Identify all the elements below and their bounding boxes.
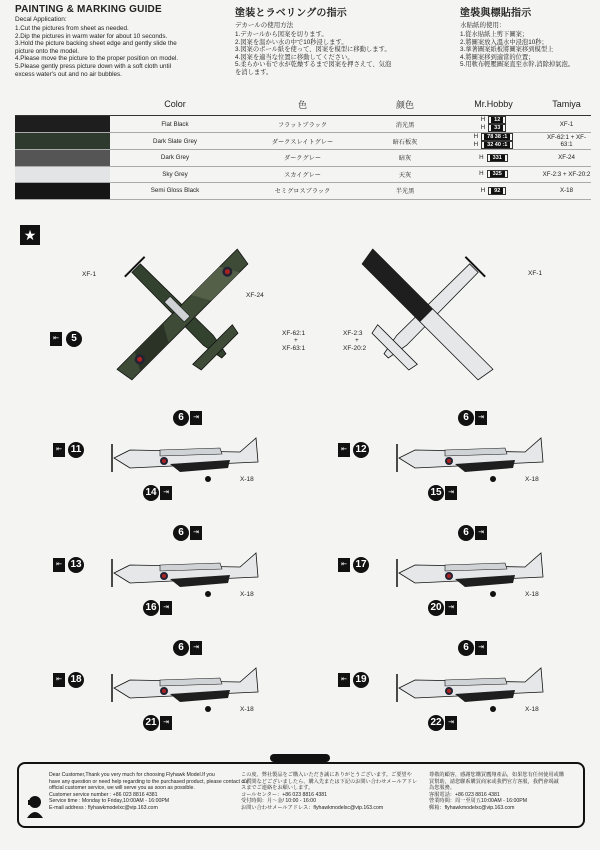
mrhobby-cell [445, 183, 542, 200]
side-view [45, 525, 275, 625]
footer-en-line: Customer service number : +86 023 8816 4381 [49, 791, 158, 798]
decal-arrow-icon: ⇤ [338, 443, 350, 457]
color-name-cn: 暗灰 [365, 150, 445, 167]
color-swatch [15, 116, 110, 133]
decal-arrow-icon: ⇥ [160, 716, 172, 730]
label-xf62: XF-62:1 [282, 330, 306, 337]
decal-arrow-icon: ⇤ [53, 558, 65, 572]
footer-cn [429, 772, 579, 812]
side-view [45, 640, 275, 740]
mrhobby-prefix: H [480, 186, 486, 194]
label-x18: X-18 [240, 476, 254, 483]
step-en-line: 2.Dip the pictures in warm water for about 10 seconds. [15, 32, 168, 40]
aircraft-side-silhouette [395, 543, 545, 603]
decal-number-nose: 17 [353, 557, 369, 573]
label-xf1-right: XF-1 [528, 270, 543, 277]
decal-arrow-icon: ⇥ [160, 486, 172, 500]
tamiya-code: XF-1 [542, 116, 591, 133]
mrhobby-prefix: H [479, 153, 484, 161]
decal-arrow-icon: ⇥ [475, 526, 487, 540]
mrhobby-cell [445, 150, 542, 167]
decal-number-bottom: 20 [428, 600, 444, 616]
mrhobby-code [488, 187, 506, 195]
top-view-upper-surface [80, 240, 280, 390]
title-en: PAINTING & MARKING GUIDE [15, 4, 162, 15]
mrhobby-value: 325 [490, 171, 505, 177]
tamiya-code: XF-62:1 + XF-63:1 [542, 133, 591, 150]
mrhobby-code-line [445, 133, 542, 141]
mrhobby-value: 12 [491, 117, 503, 123]
label-x18: X-18 [525, 476, 539, 483]
step-en-line: 1.Cut the pictures from sheet as needed. [15, 25, 129, 32]
mrhobby-code [481, 141, 513, 149]
side-view [330, 410, 560, 510]
color-name-cn: 暗石板灰 [365, 133, 445, 150]
subtitle-cn: 水貼紙的使用： [460, 22, 506, 29]
footer-jp-line: ご質問などございましたら、購入先または下記のお問い合わせメールアドレ [241, 778, 418, 785]
header-cn: 颜色 [365, 93, 445, 116]
aircraft-side-silhouette [110, 428, 260, 488]
color-name-jp: スカイグレー [240, 166, 365, 183]
mrhobby-cell [445, 166, 542, 183]
step-en-line: 4.Please move the picture to the proper position on model. [15, 55, 179, 63]
header-color: Color [110, 93, 240, 116]
mrhobby-prefix: H [480, 124, 486, 131]
mrhobby-prefix: H [479, 170, 484, 178]
aircraft-side-silhouette [110, 658, 260, 718]
title-jp: 塗装とラベリングの指示 [235, 8, 347, 19]
mrhobby-code [481, 133, 513, 141]
decal-arrow-icon: ⇥ [190, 641, 202, 655]
step-en-line: excess water's out and no air bubbles. [15, 70, 122, 78]
side-view [330, 525, 560, 625]
steps-jp [235, 31, 435, 77]
footer-en-line: official customer service, we will serve you as soon as possible. [49, 785, 195, 792]
step-jp-line: を消します。 [235, 68, 273, 76]
decal-number-bottom: 21 [143, 715, 159, 731]
tamiya-code: XF-2:3 + XF-20:2 [542, 166, 591, 183]
decal-number-nose: 11 [68, 442, 84, 458]
mrhobby-prefix: H [473, 133, 479, 140]
subtitle-jp: デカールの使用方法 [235, 22, 294, 29]
decal-number-top: 6 [173, 640, 189, 656]
step-jp-line: 2.図案を温かい水の中で10秒浸します。 [235, 38, 348, 46]
color-row [15, 116, 591, 133]
step-cn-line: 1.從水貼紙上剪下圖案； [460, 31, 529, 38]
side-view [330, 640, 560, 740]
mrhobby-cell [445, 133, 542, 150]
color-row [15, 150, 591, 167]
color-name-en: Flat Black [110, 116, 240, 133]
decal-number-top: 6 [458, 410, 474, 426]
mrhobby-prefix: H [480, 116, 486, 123]
decal-number-bottom: 15 [428, 485, 444, 501]
footer-cn-line: 客服電話：+86 023 8816 4381 [429, 791, 500, 798]
color-name-en: Dark Slate Grey [110, 133, 240, 150]
footer-jp-line: お問い合わせメールアドレス：flyhawkmodelxc@vip.163.com [241, 804, 384, 811]
label-x18: X-18 [525, 706, 539, 713]
footer-cn-line: 買幫助，請您聯系購買商家或我們官方客服，我們會竭誠 [429, 778, 559, 785]
decal-number-bottom: 14 [143, 485, 159, 501]
star-badge: ★ [20, 225, 40, 245]
color-name-jp: フラットブラック [240, 116, 365, 133]
step-jp-line: 4.図案を適当な位置に移動してください。 [235, 53, 354, 61]
steps-cn [460, 31, 595, 69]
header-mrhobby: Mr.Hobby [445, 93, 542, 116]
decal-arrow-icon: ⇥ [475, 641, 487, 655]
decal-arrow-icon: ⇥ [445, 716, 457, 730]
customer-service-icon [25, 794, 45, 818]
label-xf24: XF-24 [246, 292, 264, 299]
decal-arrow-icon: ⇤ [338, 558, 350, 572]
mrhobby-value: 331 [490, 155, 505, 161]
color-table-header [15, 93, 591, 116]
customer-service-footer [17, 762, 585, 828]
footer-en-line: Service time : Monday to Friday,10:00AM - 16:00PM [49, 798, 170, 805]
footer-en [49, 772, 249, 812]
color-swatch [15, 133, 110, 150]
mrhobby-code [487, 154, 508, 162]
decal-arrow-icon: ⇤ [338, 673, 350, 687]
header-tamiya: Tamiya [542, 93, 591, 116]
decal-number-bottom: 22 [428, 715, 444, 731]
decal-number-nose: 19 [353, 672, 369, 688]
side-view [45, 410, 275, 510]
footer-jp-line: コールセンター：+86 023 8816 4381 [241, 791, 328, 798]
footer-cn-line: 為您服務。 [429, 785, 455, 792]
step-cn-line: 2.將圖案放入溫水中浸泡10秒； [460, 38, 548, 46]
decal-arrow-icon: ⇤ [50, 332, 62, 346]
label-x18: X-18 [525, 591, 539, 598]
mrhobby-code [488, 124, 506, 132]
aircraft-side-silhouette [395, 428, 545, 488]
step-cn-line: 5.用軟布輕壓圖案直至水幹,消除掉氣泡。 [460, 61, 575, 69]
mrhobby-code-line [445, 170, 542, 178]
decal-arrow-icon: ⇥ [190, 411, 202, 425]
label-xf20: XF-20:2 [343, 345, 367, 352]
decal-number-bottom: 16 [143, 600, 159, 616]
mrhobby-value: 92 [491, 188, 503, 194]
color-name-jp: セミグロスブラック [240, 183, 365, 200]
footer-cn-line: 尊敬的顧客，感謝您購買鷹翔產品，如果您有任何使用或購 [429, 772, 564, 778]
top-view-lower-surface [330, 240, 530, 390]
mrhobby-code-line [445, 154, 542, 162]
color-name-cn: 消光黑 [365, 116, 445, 133]
label-xf1-left: XF-1 [82, 271, 97, 278]
decal-arrow-icon: ⇥ [445, 486, 457, 500]
mrhobby-code-line [445, 124, 542, 132]
step-jp-line: 1.デカールから図案を切ります。 [235, 31, 328, 38]
decal-arrow-icon: ⇤ [53, 443, 65, 457]
title-cn: 塗裝與標貼指示 [460, 8, 532, 19]
steps-en [15, 25, 245, 78]
header-swatch [15, 93, 110, 116]
color-name-jp: ダークスレイトグレー [240, 133, 365, 150]
tamiya-code: X-18 [542, 183, 591, 200]
decal-number-top: 6 [173, 525, 189, 541]
color-swatch [15, 183, 110, 200]
step-en-line: 5.Please gently press picture down with a soft cloth until [15, 62, 172, 70]
step-en-line: picture onto the model. [15, 47, 80, 55]
decal-number-nose: 12 [353, 442, 369, 458]
mrhobby-value: 32 40 :1 [484, 142, 510, 148]
color-name-en: Dark Grey [110, 150, 240, 167]
step-en-line: 3.Hold the picture backing sheet edge and gently slide the [15, 40, 177, 48]
color-swatch [15, 166, 110, 183]
label-xf63: XF-63:1 [282, 345, 306, 352]
decal-arrow-icon: ⇥ [445, 601, 457, 615]
color-row [15, 133, 591, 150]
decal-number-top: 6 [458, 525, 474, 541]
tamiya-code: XF-24 [542, 150, 591, 167]
mrhobby-code [488, 116, 506, 124]
decal-number-nose: 13 [68, 557, 84, 573]
mrhobby-value: 78 38 :1 [484, 134, 510, 140]
decal-arrow-icon: ⇥ [160, 601, 172, 615]
mrhobby-cell [445, 116, 542, 133]
mrhobby-code-line [445, 116, 542, 124]
instructions-jp [235, 4, 435, 77]
step-cn-line: 4.將圖案移到適當的位置； [460, 53, 535, 61]
footer-jp-line: スまでご連絡をお願いします。 [241, 785, 314, 792]
color-table [15, 93, 591, 200]
mrhobby-code-line [445, 141, 542, 149]
color-name-jp: ダークグレー [240, 150, 365, 167]
decal-arrow-icon: ⇥ [190, 526, 202, 540]
footer-tab [270, 754, 330, 762]
color-row [15, 183, 591, 200]
step-jp-line: 5.柔らかい布で水が乾燥するまで図案を押さえて、気泡 [235, 61, 392, 69]
footer-cn-line: 郵箱：flyhawkmodelxc@vip.163.com [429, 804, 515, 811]
decal-number-top: 6 [173, 410, 189, 426]
mrhobby-code [487, 170, 508, 178]
label-xf2: XF-2:3 [343, 330, 363, 337]
step-jp-line: 3.図案のボール紙を使って、図案を模型に移動します。 [235, 46, 391, 54]
header-jp: 色 [240, 93, 365, 116]
label-plus-left: + [294, 337, 298, 344]
step-cn-line: 3.拿著圖案紙板將圖案移到模型上 [460, 46, 554, 54]
color-name-cn: 半光黑 [365, 183, 445, 200]
decal-number-5: 5 [66, 331, 82, 347]
color-row [15, 166, 591, 183]
label-x18: X-18 [240, 591, 254, 598]
color-name-en: Sky Grey [110, 166, 240, 183]
footer-jp [241, 772, 416, 812]
aircraft-side-silhouette [395, 658, 545, 718]
decal-arrow-icon: ⇥ [475, 411, 487, 425]
footer-jp-line: この度、弊社製品をご購入いただき誠にありがとうございます。ご要望や [241, 772, 412, 778]
subtitle-en: Decal Application: [15, 16, 67, 23]
footer-en-line: have any question or need help regarding to the purchased product, please contact our [49, 778, 249, 785]
footer-cn-line: 營業時間：周一至周五10:00AM - 16:00PM [429, 798, 528, 805]
decal-number-nose: 18 [68, 672, 84, 688]
color-name-cn: 天灰 [365, 166, 445, 183]
instructions-cn [460, 4, 595, 69]
label-plus-right: + [355, 337, 359, 344]
mrhobby-code-line [445, 187, 542, 195]
decal-number-top: 6 [458, 640, 474, 656]
footer-en-line: Dear Customer,Thank you very much for choosing Flyhawk Model.If you [49, 772, 215, 778]
label-x18: X-18 [240, 706, 254, 713]
color-swatch [15, 150, 110, 167]
footer-en-line: E-mail address : flyhawkmodelxc@vip.163.com [49, 804, 158, 811]
mrhobby-prefix: H [473, 141, 479, 148]
decal-arrow-icon: ⇤ [53, 673, 65, 687]
color-name-en: Semi Gloss Black [110, 183, 240, 200]
aircraft-side-silhouette [110, 543, 260, 603]
footer-jp-line: 受付時間：月～金/ 10:00 - 16:00 [241, 798, 316, 805]
mrhobby-value: 33 [491, 125, 503, 131]
instructions-en [15, 4, 245, 78]
